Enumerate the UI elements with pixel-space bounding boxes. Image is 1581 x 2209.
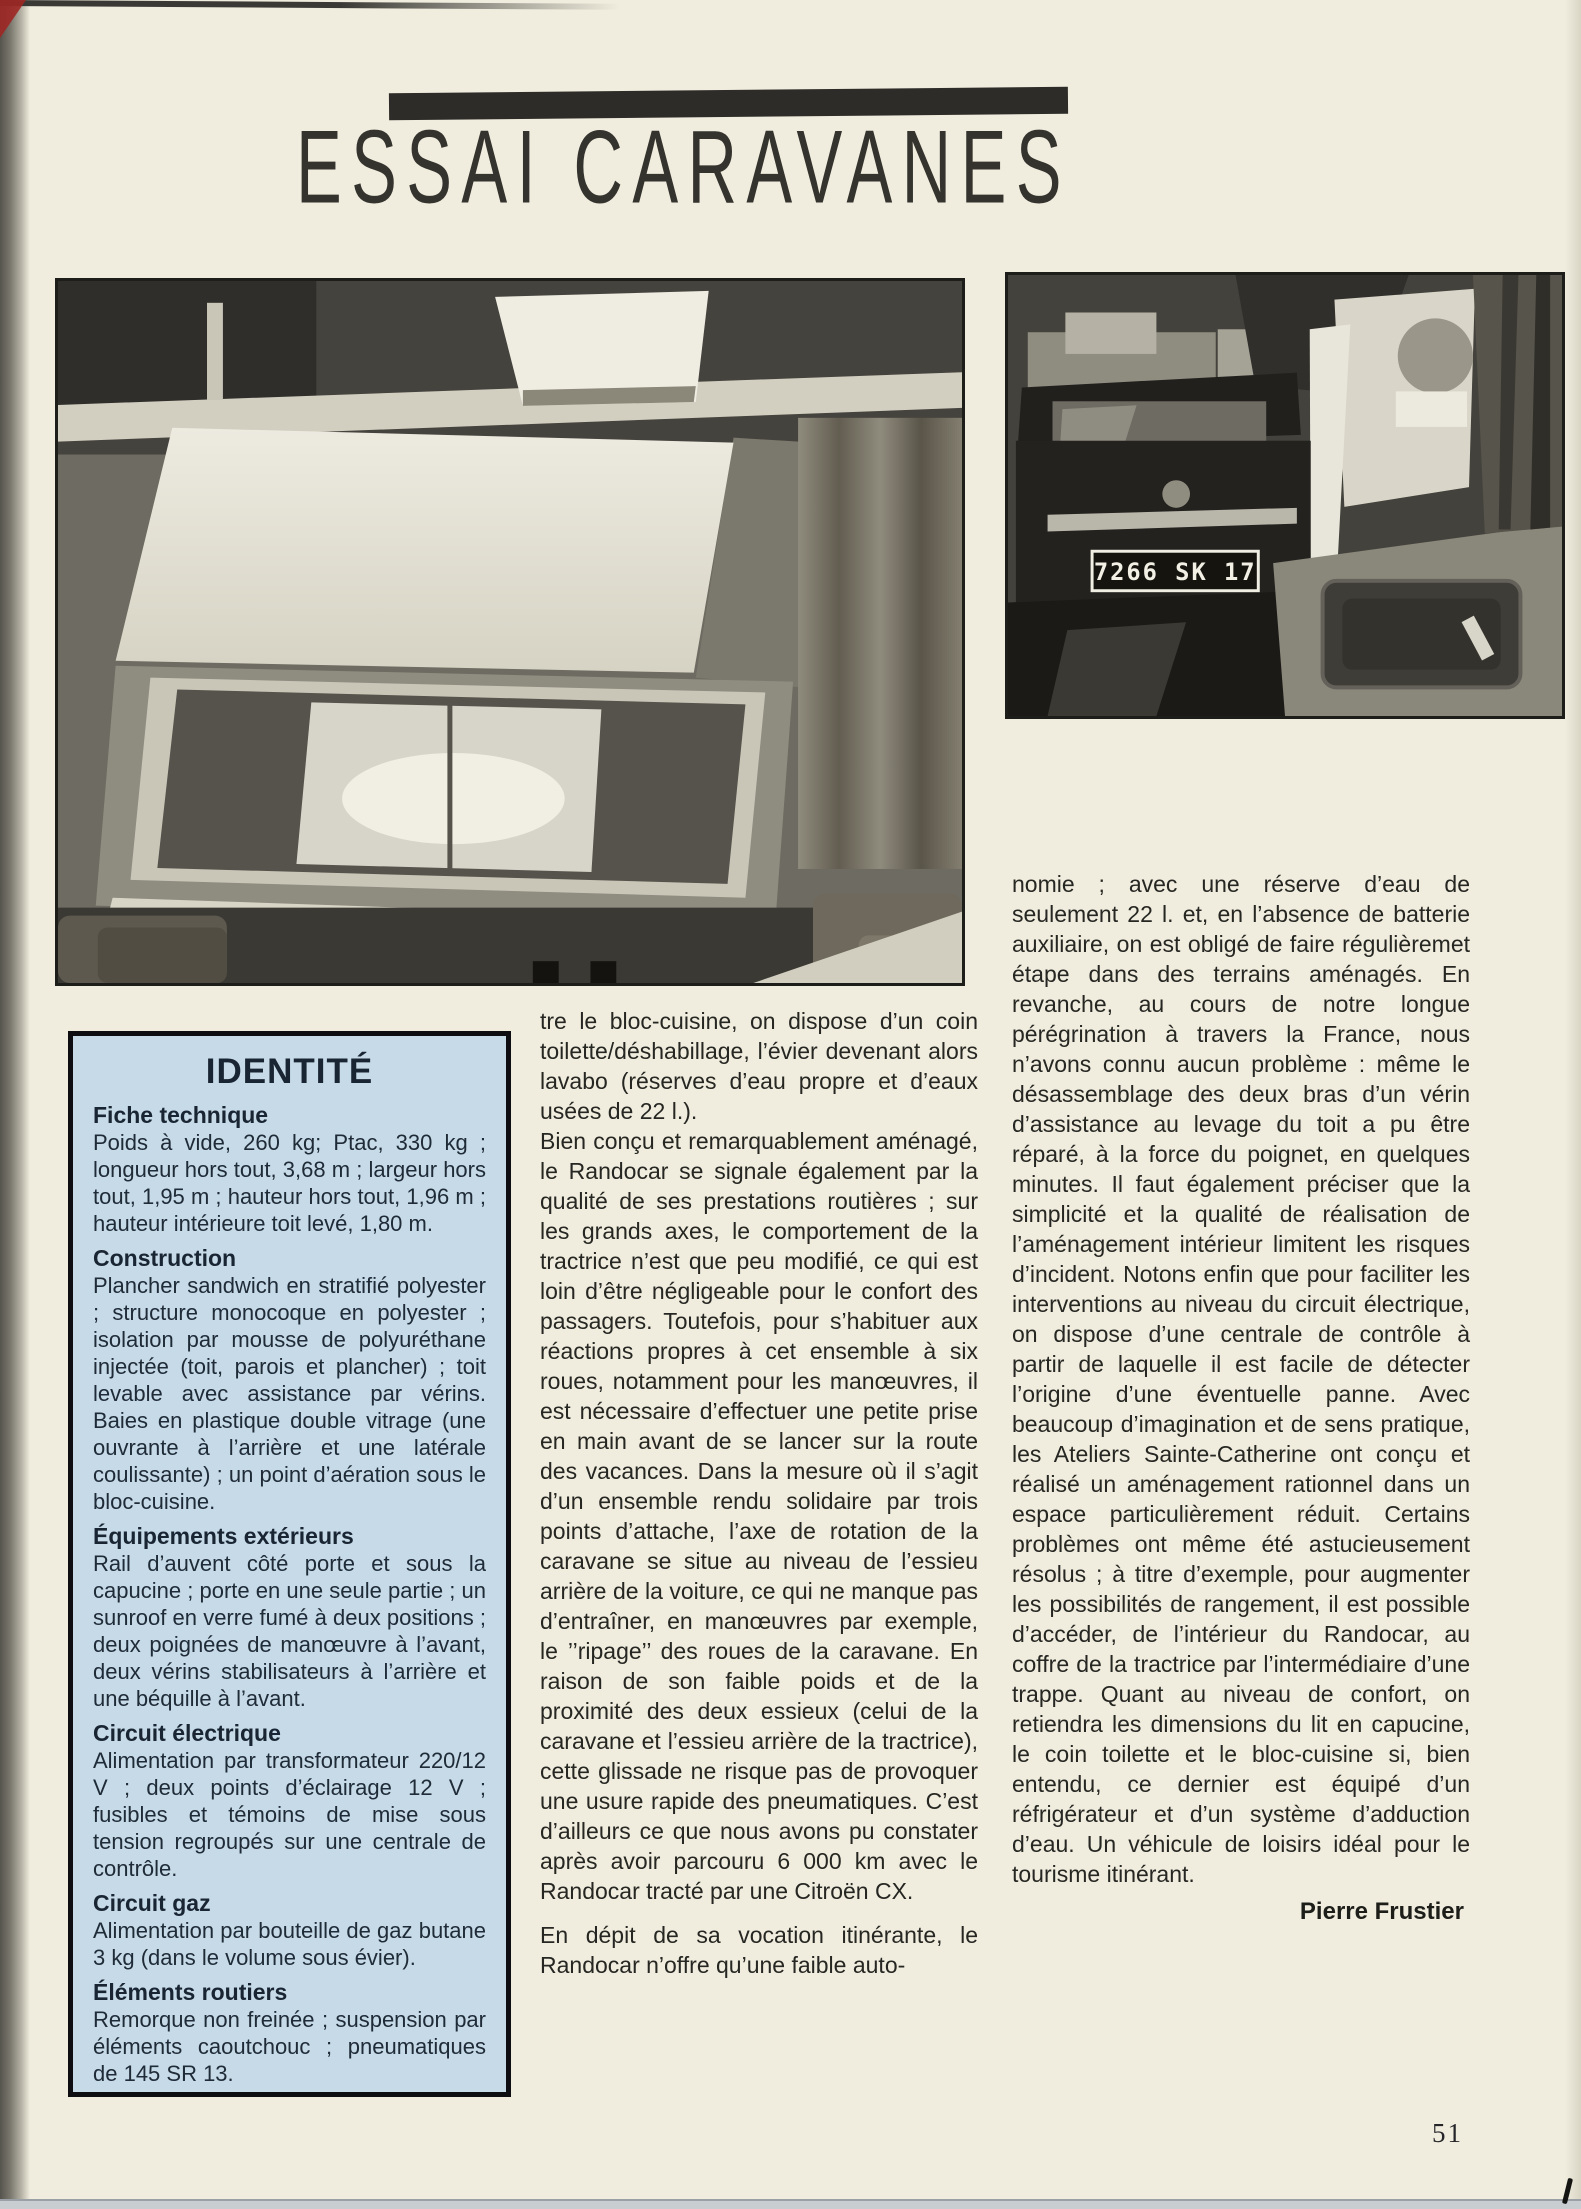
spec-body-fiche-technique: Poids à vide, 260 kg; Ptac, 330 kg ; longueur hors tout, 3,68 m ; largeur hors tout, 1,95 m ; hauteur hors tout, 1,96 m ; hauteur intérieure toit levé, 1,80 m. [93, 1130, 486, 1236]
spec-body-elements-routiers: Remorque non freinée ; suspension par éléments caoutchouc ; pneumatiques de 145 SR 13. [93, 2007, 486, 2086]
caravan-interior-photo [55, 278, 965, 986]
scan-top-edge [0, 0, 620, 10]
spec-body-construction: Plancher sandwich en stratifié polyester ; structure monocoque en polyester ; isolation par mousse de polyuréthane injectée (toit, parois et plancher) ; toit levable avec assistance par vérins. Baies en plastique double vitrage (une ouvrante à l’arrière et une latérale coulissante) ; un point d’aération sous le bloc-cuisine. [93, 1273, 486, 1514]
spec-body-equipements-exterieurs: Rail d’auvent côté porte et sous la capucine ; porte en une seule partie ; un sunroof en verre fumé à deux positions ; deux poignées de manœuvre à l’avant, deux vérins stabilisateurs à l’arrière et une béquille à l’avant. [93, 1551, 486, 1711]
spec-heading-circuit-gaz: Circuit gaz [93, 1890, 211, 1916]
scan-right-shade [1565, 0, 1581, 2209]
spec-body-circuit-electrique: Alimentation par transformateur 220/12 V ; deux points d’éclairage 12 V ; fusibles et témoins de mise sous tension regroupés sur une centrale de contrôle. [93, 1748, 486, 1881]
article-paragraph: Bien conçu et remarquablement aménagé, le Randocar se signale également par la qualité de ses prestations routières ; sur les grands axes, le comportement de la tractrice n’est que peu modifié, ce qui est loin d’être négligeable pour le confort des passagers. Toutefois, pour s’habituer aux réactions propres à cet ensemble à six roues, notamment pour les manœuvres, il est nécessaire d’effectuer une petite prise en main avant de se lancer sur la route des vacances. Dans la mesure où il s’agit d’un ensemble rendu solidaire par trois points d’attache, l’axe de rotation de la caravane se situe au niveau de l’essieu arrière de la voiture, ce qui ne manque pas d’entraîner, en manœuvres par exemple, le ’’ripage’’ des roues de la caravane. En raison de son faible poids et de la proximité des deux essieux (celui de la caravane et l’essieu arrière de la tractrice), cette glissade ne risque pas de provoquer une usure rapide des pneumatiques. C’est d’ailleurs ce que nous avons pu constater après avoir parcouru 6 000 km avec le Randocar tracté par une Citroën CX. [540, 1128, 978, 1904]
author-byline: Pierre Frustier [1299, 1898, 1464, 1925]
article-paragraph: En dépit de sa vocation itinérante, le Randocar n’offre qu’une faible auto- [540, 1922, 978, 1978]
article-column-right [1012, 869, 1470, 1927]
spec-body-circuit-gaz: Alimentation par bouteille de gaz butane 3 kg (dans le volume sous évier). [93, 1918, 486, 1970]
license-plate-text: 7266 SK 17 [1093, 557, 1257, 586]
page-title: ESSAI CARAVANES [296, 107, 1071, 225]
spec-heading-fiche-technique: Fiche technique [93, 1102, 269, 1128]
article-column-middle [540, 1006, 978, 1980]
page-number: 51 [1432, 2118, 1463, 2148]
spec-heading-equipements-exterieurs: Équipements extérieurs [93, 1523, 354, 1549]
article-paragraph: nomie ; avec une réserve d’eau de seulement 22 l. et, en l’absence de batterie auxiliaire, on est obligé de faire régulièremet étape dans des terrains aménagés. En revanche, au cours de notre longue pérégrination à travers la France, nous n’avons connu aucun problème : même le désassemblage des deux bras d’un vérin d’assistance au levage du toit a pu être réparé, à la force du poignet, en quelques minutes. Il faut également préciser que la simplicité et la qualité de réalisation de l’aménagement intérieur limitent les risques d’incident. Notons enfin que pour faciliter les interventions au niveau du circuit électrique, on dispose d’une centrale de contrôle à partir de laquelle il est facile de détecter l’origine d’une éventuelle panne. Avec beaucoup d’imagination et de sens pratique, les Ateliers Sainte-Catherine ont conçu et réalisé un aménagement rationnel dans un espace particulièrement réduit. Certains problèmes ont même été astucieusement résolus ; à titre d’exemple, pour augmenter les possibilités de rangement, il est possible d’accéder, de l’intérieur du Randocar, au coffre de la tractrice par l’intermédiaire d’une trappe. Quant au niveau de confort, on retiendra les dimensions du lit en capucine, le coin toilette et le bloc-cuisine si, bien entendu, ce dernier est équipé d’un réfrigérateur et d’un système d’adduction d’eau. Un véhicule de loisirs idéal pour le tourisme itinérant. [1012, 871, 1470, 1887]
identity-box-title: IDENTITÉ [205, 1052, 374, 1091]
corner-red-mark [0, 0, 26, 38]
spec-heading-elements-routiers: Éléments routiers [93, 1979, 288, 2005]
car-rear-illustration [1008, 275, 1562, 716]
spec-heading-construction: Construction [93, 1245, 237, 1271]
spec-heading-circuit-electrique: Circuit électrique [93, 1720, 281, 1746]
scan-bottom-edge [0, 2199, 1581, 2209]
article-paragraph: tre le bloc-cuisine, on dispose d’un coin toilette/déshabillage, l’évier devenant alors lavabo (réserves d’eau propre et d’eaux usées de 22 l.). [540, 1008, 978, 1124]
identity-spec-box [68, 1031, 511, 2097]
car-rear-photo [1005, 272, 1565, 719]
caravan-interior-illustration [58, 281, 962, 983]
scan-gutter-shadow [0, 0, 30, 2209]
